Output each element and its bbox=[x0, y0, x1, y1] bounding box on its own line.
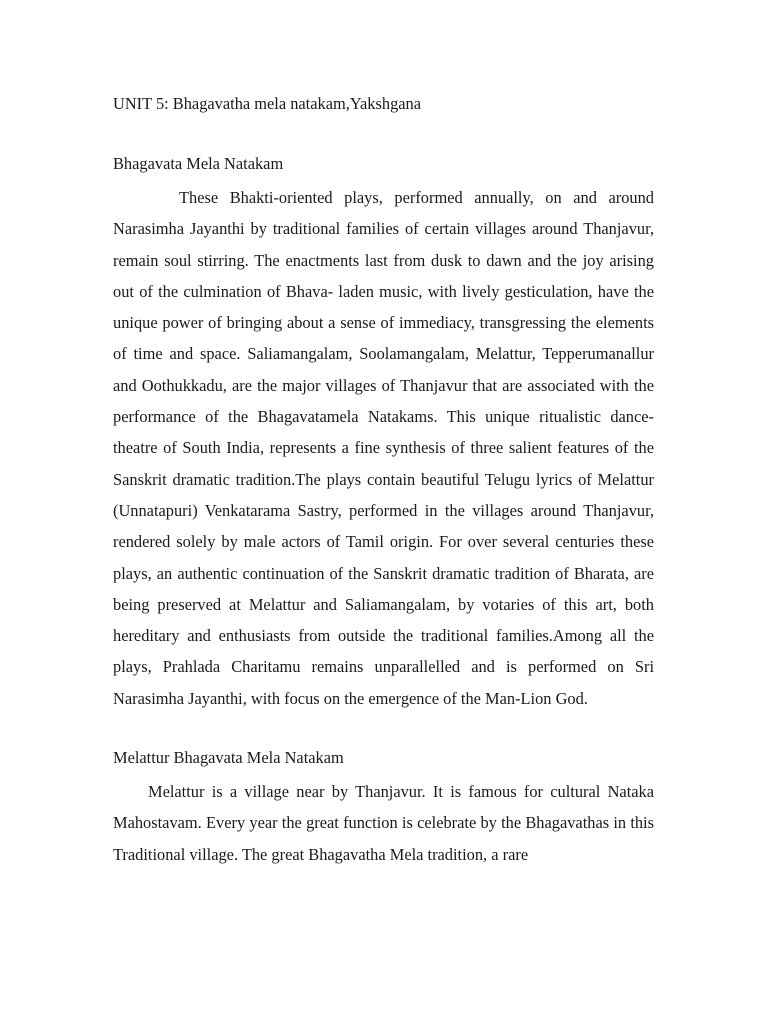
unit-title: UNIT 5: Bhagavatha mela natakam,Yakshgana bbox=[113, 94, 422, 113]
section-paragraph-melattur: Melattur is a village near by Thanjavur. It is famous for cultural Nataka Mahostavam. Every year the great function is celebrate by the Bhagavathas in this Traditional village. The great Bhagavatha Mela tradition, a rare bbox=[113, 782, 654, 864]
section-title-melattur-bhagavata-mela-natakam: Melattur Bhagavata Mela Natakam bbox=[113, 748, 344, 768]
document-page bbox=[113, 92, 654, 870]
section-paragraph-bhagavata-mela-natakam: These Bhakti-oriented plays, performed annually, on and around Narasimha Jayanthi by traditional families of certain villages around Thanjavur, remain soul stirring. The enactments last from dusk to dawn and the joy arising out of the culmination of Bhava- laden music, with lively gesticulation, have the unique power of bringing about a sense of immediacy, transgressing the elements of time and space. Saliamangalam, Soolamangalam, Melattur, Tepperumanallur and Oothukkadu, are the major villages of Thanjavur that are associated with the performance of the Bhagavatamela Natakams. This unique ritualistic dance-theatre of South India, represents a fine synthesis of three salient features of the Sanskrit dramatic tradition.The plays contain beautiful Telugu lyrics of Melattur (Unnatapuri) Venkatarama Sastry, performed in the villages around Thanjavur, rendered solely by male actors of Tamil origin. For over several centuries these plays, an authentic continuation of the Sanskrit dramatic tradition of Bharata, are being preserved at Melattur and Saliamangalam, by votaries of this art, both hereditary and enthusiasts from outside the traditional families.Among all the plays, Prahlada Charitamu remains unparallelled and is performed on Sri Narasimha Jayanthi, with focus on the emergence of the Man-Lion God. bbox=[113, 188, 654, 708]
section-title-bhagavata-mela-natakam: Bhagavata Mela Natakam bbox=[113, 154, 284, 173]
section-spacer bbox=[113, 714, 654, 746]
